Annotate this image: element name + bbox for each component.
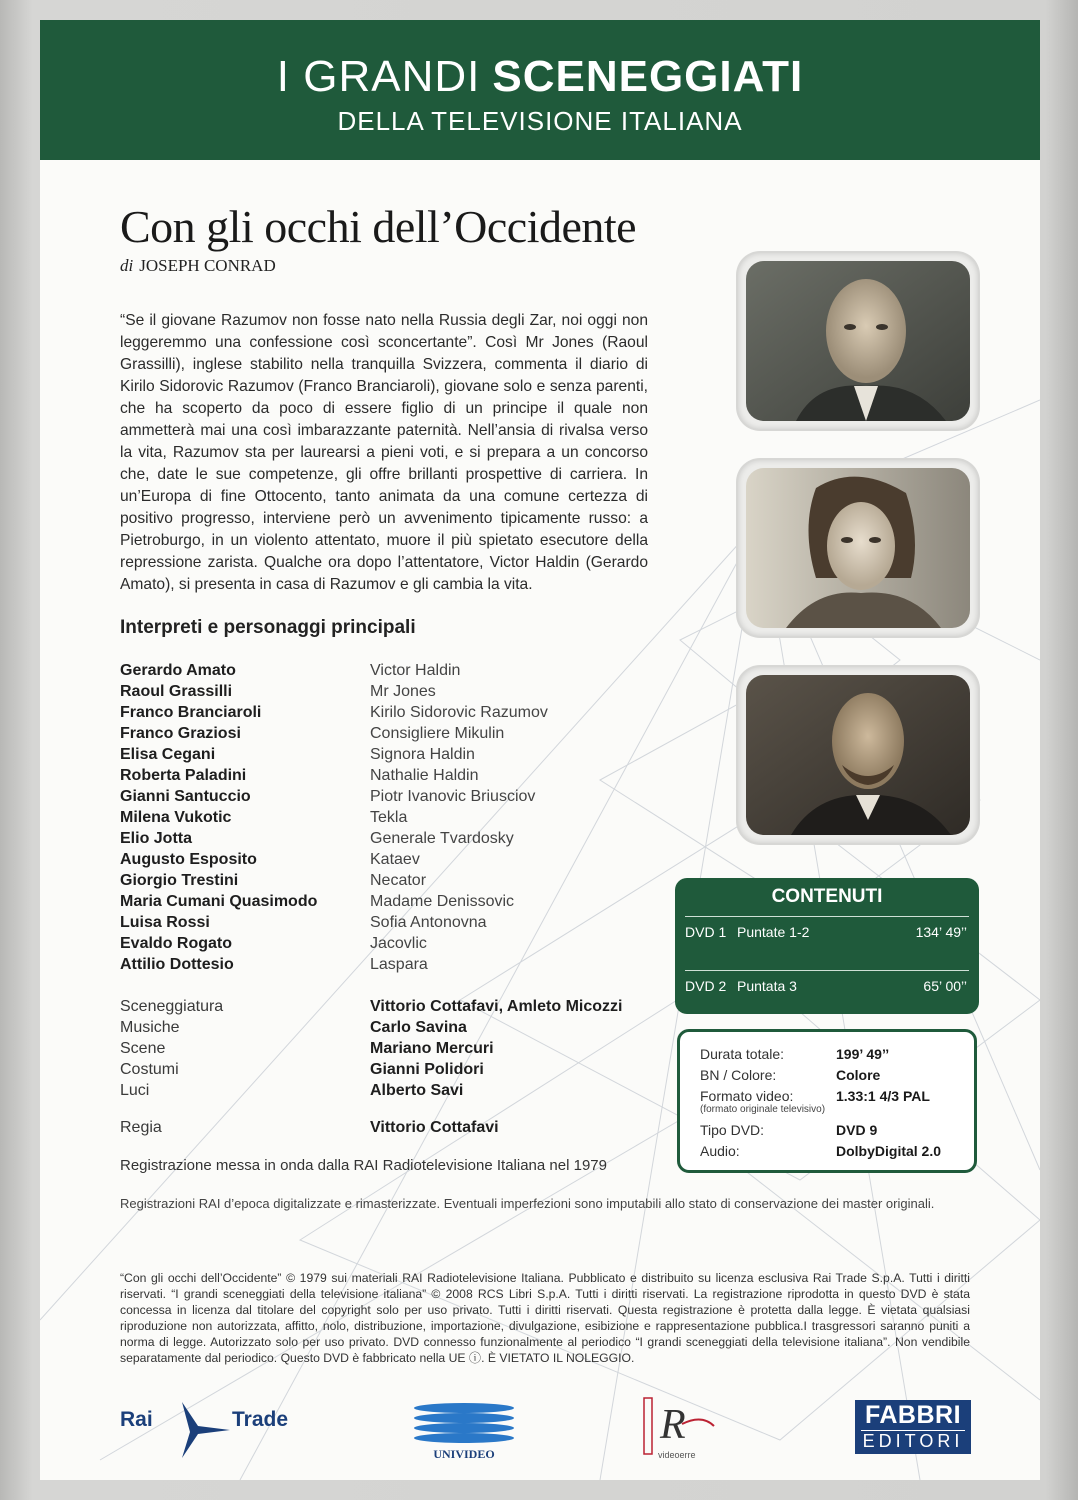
cast-row (120, 870, 680, 891)
synopsis: “Se il giovane Razumov non fosse nato nella Russia degli Zar, noi oggi non leggeremmo una confessione così sconcertante”. Così Mr Jones (Raoul Grassilli), inglese stabilito nella tranquilla Svizzera, commenta il diario di Kirilo Sidorovic Razumov (Franco Branciaroli), giovane solo e senza parenti, che ha scoperto da poco di essere figlio di un principe il quale non ammetterà mai una così imbarazzante paternità. Nell’ansia di rivalsa verso la vita, Razumov sta per laurearsi a pieni voti, e si prepara a un concorso che, date le sue competenze, gli offre brillanti prospettive di carriera. In un’Europa di fine Ottocento, tanto animata da una comune certezza di positivo progresso, interviene però un avvenimento tipicamente russo: a Pietroburgo, in un violento attentato, muore il più spietato esecutore della repressione zarista. Qualche ora dopo l’attentatore, Victor Haldin (Gerardo Amato), si presenta in casa di Razumov e gli cambia la vita. (120, 312, 648, 593)
actor-name: Milena Vukotic (120, 809, 232, 826)
crew-list (120, 996, 680, 1101)
still-image-man-2 (746, 675, 970, 835)
cast-row (120, 744, 680, 765)
actor-name: Elio Jotta (120, 830, 193, 847)
character-name: Consigliere Mikulin (370, 725, 505, 742)
spec-key: Audio: (700, 1143, 740, 1159)
videoerre-text: videoerre (658, 1450, 696, 1460)
univideo-text: UNIVIDEO (433, 1447, 495, 1461)
spec-key: Formato video: (700, 1088, 794, 1104)
actor-name: Gerardo Amato (120, 662, 236, 679)
series-title-bold: SCENEGGIATI (492, 52, 804, 101)
cast-row (120, 807, 680, 828)
cast-row (120, 702, 680, 723)
univideo-logo (412, 1398, 516, 1462)
author-prefix: di (120, 256, 134, 275)
rai-note: Registrazioni RAI d’epoca digitalizzate e rimasterizzate. Eventuali imperfezioni sono imputabili allo stato di conservazione dei master originali. (120, 1196, 935, 1211)
series-title (40, 52, 1040, 102)
rai-trade-logo (120, 1396, 300, 1460)
character-name: Sofia Antonovna (370, 914, 487, 931)
actor-name: Gianni Santuccio (120, 788, 251, 805)
crew-name: Vittorio Cottafavi (370, 1119, 499, 1136)
character-name: Victor Haldin (370, 662, 461, 679)
actor-name: Evaldo Rogato (120, 935, 233, 952)
character-name: Tekla (370, 809, 408, 826)
crew-role: Costumi (120, 1061, 179, 1078)
legal-text: “Con gli occhi dell’Occidente” © 1979 sui materiali RAI Radiotelevisione Italiana. Pubblicato e distribuito su licenza esclusiva Rai Trade S.p.A. Tutti i diritti riservati. “I grandi sceneggiati della televisione italiana” © 2008 RCS Libri S.p.A. Tutti i diritti riservati. La registrazione riprodotta in questo DVD è stata concessa in licenza dal titolare del copyright solo per uso privato. Tutti i diritti riservati. Questa registrazione è protetta dalla legge. È vietata qualsiasi riproduzione non autorizzata, affitto, nolo, distribuzione, importazione, divulgazione, esibizione e rappresentazione pubblica.I trasgressori saranno puniti a norma di legge. Autorizzato solo per uso privato. DVD connesso funzionalmente al periodico “I grandi sceneggiati della televisione italiana”. Non vendibile separatamente dal periodico. Questo DVD è fabbricato nella UE ⓘ. È VIETATO IL NOLEGGIO. (120, 1271, 970, 1365)
actor-name: Giorgio Trestini (120, 872, 239, 889)
rai-logo-text: Rai (120, 1408, 153, 1431)
still-image-woman (746, 468, 970, 628)
dvd-row-1 (685, 924, 967, 940)
author-line (120, 256, 276, 276)
spec-sub-note: (formato originale televisivo) (700, 1104, 826, 1115)
svg-text:R: R (660, 1402, 686, 1448)
actor-name: Augusto Esposito (120, 851, 257, 868)
spec-value: 1.33:1 4/3 PAL (836, 1088, 930, 1104)
cast-row (120, 891, 680, 912)
crew-row (120, 996, 680, 1017)
still-frame-1 (738, 253, 978, 429)
author-name: JOSEPH CONRAD (139, 256, 276, 275)
cast-row (120, 954, 680, 975)
actor-name: Raoul Grassilli (120, 683, 233, 700)
actor-name: Franco Branciaroli (120, 704, 262, 721)
fabbri-text: FABBRI (864, 1401, 962, 1429)
dvd-episodes: Puntata 3 (737, 978, 797, 994)
actor-name: Franco Graziosi (120, 725, 241, 742)
character-name: Kataev (370, 851, 420, 868)
contents-divider (685, 916, 969, 917)
dvd-row-2 (685, 978, 967, 994)
cast-row (120, 849, 680, 870)
spec-key: Tipo DVD: (700, 1122, 765, 1138)
character-name: Kirilo Sidorovic Razumov (370, 704, 548, 721)
series-title-light: I GRANDI (276, 52, 481, 101)
still-frame-2 (738, 460, 978, 636)
character-name: Nathalie Haldin (370, 767, 479, 784)
cast-list (120, 660, 680, 975)
registration-note: Registrazione messa in onda dalla RAI Radiotelevisione Italiana nel 1979 (120, 1157, 607, 1174)
actor-name: Roberta Paladini (120, 767, 247, 784)
dvd-duration: 134’ 49’’ (915, 924, 967, 940)
actor-name: Luisa Rossi (120, 914, 210, 931)
page-title: Con gli occhi dell’Occidente (120, 201, 637, 252)
fabbri-editori-logo (855, 1400, 971, 1454)
trade-logo-text: Trade (232, 1408, 289, 1431)
crew-name: Gianni Polidori (370, 1061, 484, 1078)
series-subtitle: DELLA TELEVISIONE ITALIANA (337, 106, 743, 136)
contents-divider (685, 970, 969, 971)
spec-value: Colore (836, 1067, 881, 1083)
contents-heading: CONTENUTI (771, 886, 883, 907)
spec-row (700, 1046, 889, 1062)
crew-role: Musiche (120, 1019, 180, 1036)
dvd-label: DVD 2 (685, 978, 727, 994)
regia-row (120, 1117, 680, 1138)
regia (120, 1117, 680, 1138)
crew-role: Sceneggiatura (120, 998, 224, 1015)
dvd-label: DVD 1 (685, 924, 727, 940)
character-name: Mr Jones (370, 683, 436, 700)
character-name: Generale Tvardosky (370, 830, 514, 847)
character-name: Madame Denissovic (370, 893, 515, 910)
editori-text: EDITORI (862, 1431, 964, 1451)
crew-name: Mariano Mercuri (370, 1040, 494, 1057)
cast-row (120, 765, 680, 786)
spec-row (700, 1122, 877, 1138)
crew-row (120, 1080, 680, 1101)
series-header (40, 20, 1040, 160)
character-name: Signora Haldin (370, 746, 475, 763)
character-name: Jacovlic (370, 935, 427, 952)
crew-name: Vittorio Cottafavi, Amleto Micozzi (370, 998, 623, 1015)
crew-row (120, 1017, 680, 1038)
spec-value: 199’ 49’’ (836, 1046, 890, 1062)
cast-row (120, 681, 680, 702)
cast-row (120, 933, 680, 954)
still-frame-3 (738, 667, 978, 843)
spec-row (700, 1143, 941, 1159)
spec-key: Durata totale: (700, 1046, 785, 1062)
dvd-duration: 65’ 00’’ (923, 978, 967, 994)
contents-box (675, 878, 979, 1014)
spec-row (700, 1067, 880, 1083)
cast-row (120, 912, 680, 933)
spec-row (700, 1088, 930, 1104)
dvd-episodes: Puntate 1-2 (737, 924, 810, 940)
crew-role: Luci (120, 1082, 150, 1099)
cast-row (120, 660, 680, 681)
back-cover (40, 20, 1040, 1480)
crew-row (120, 1038, 680, 1059)
actor-name: Maria Cumani Quasimodo (120, 893, 318, 910)
character-name: Piotr Ivanovic Briusciov (370, 788, 536, 805)
spec-key: BN / Colore: (700, 1067, 777, 1083)
cast-row (120, 723, 680, 744)
cast-heading: Interpreti e personaggi principali (120, 617, 416, 638)
actor-name: Attilio Dottesio (120, 956, 234, 973)
cast-row (120, 828, 680, 849)
character-name: Necator (370, 872, 427, 889)
spec-value: DolbyDigital 2.0 (836, 1143, 942, 1159)
still-image-man-1 (746, 261, 970, 421)
videoerre-logo (642, 1394, 722, 1464)
spec-value: DVD 9 (836, 1122, 878, 1138)
specs-box (677, 1029, 977, 1173)
crew-name: Alberto Savi (370, 1082, 464, 1099)
actor-name: Elisa Cegani (120, 746, 216, 763)
crew-row (120, 1059, 680, 1080)
crew-role: Scene (120, 1040, 166, 1057)
crew-role: Regia (120, 1119, 162, 1136)
character-name: Laspara (370, 956, 428, 973)
crew-name: Carlo Savina (370, 1019, 467, 1036)
cast-row (120, 786, 680, 807)
